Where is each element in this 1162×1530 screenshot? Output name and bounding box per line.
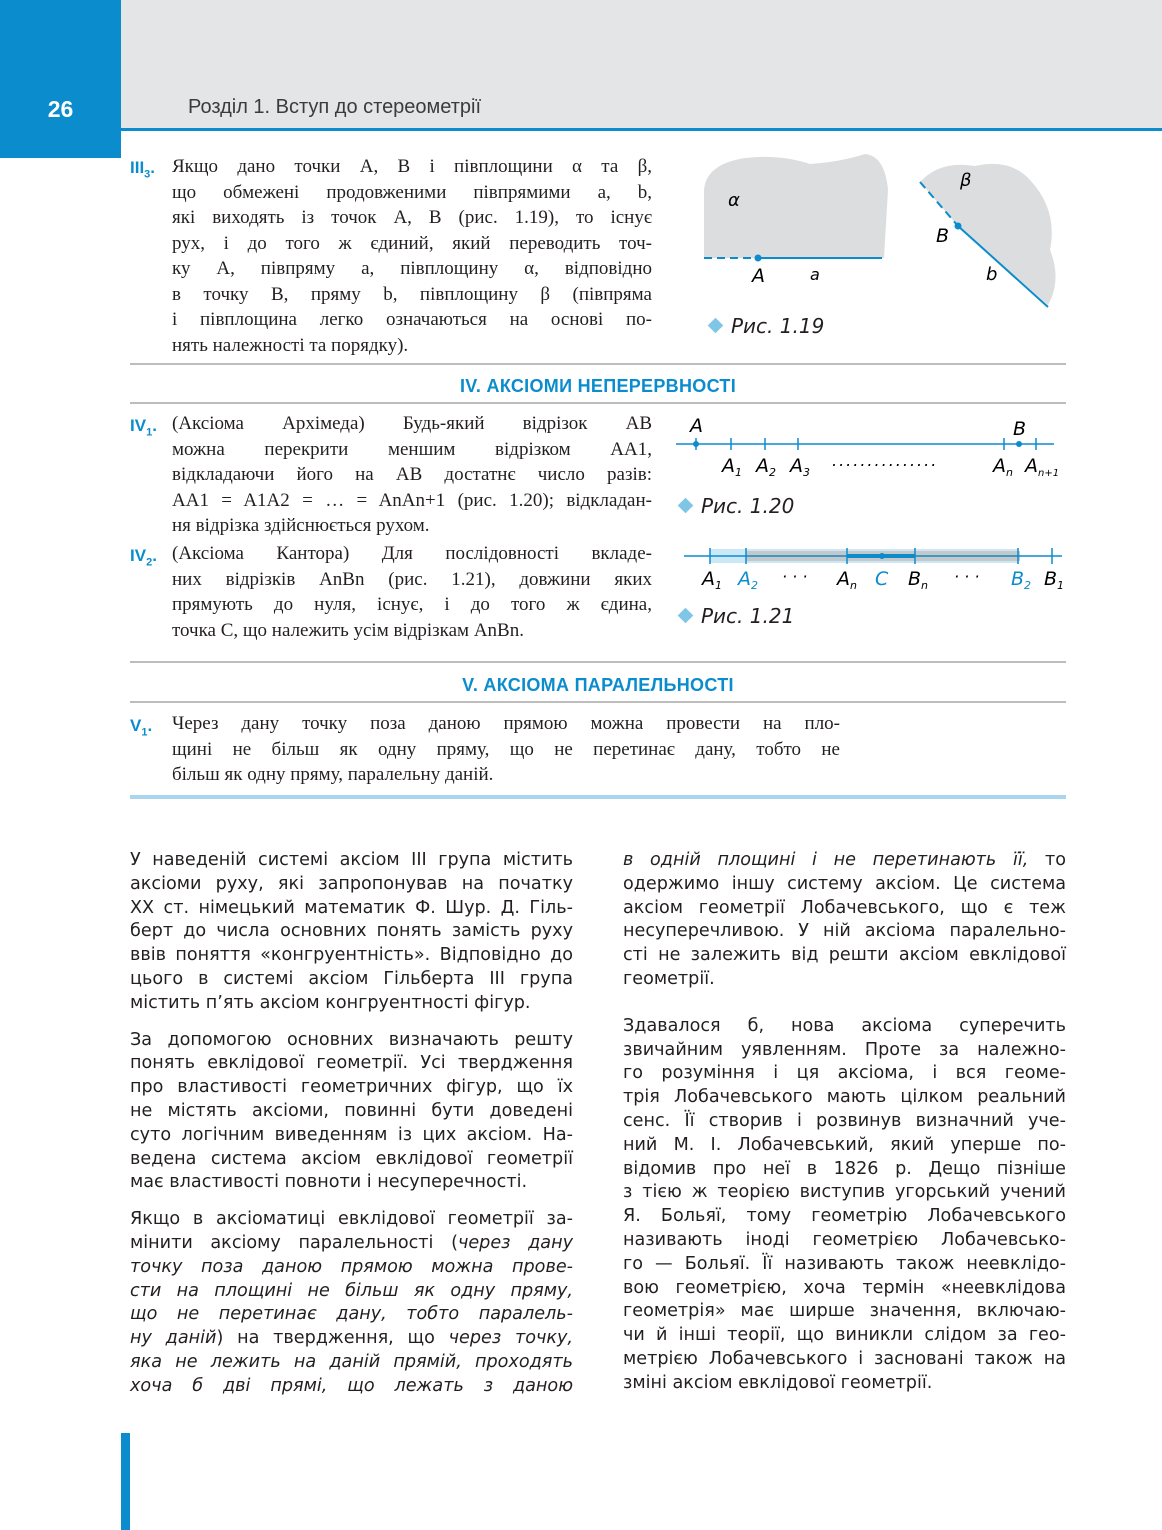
text-line: берт до числа основних понять замість руху: [130, 921, 573, 942]
text-line: трія Лобачевського мають цілком реальний: [623, 1087, 1066, 1108]
text-line: Якщо дано точки A, B і півплощини α та β,: [172, 156, 652, 177]
point-C: [879, 553, 885, 559]
axiom-V1-label: $V_1$.: [130, 716, 153, 739]
text-line: в одній площині і не перетинають її, то: [623, 850, 1067, 870]
text-line: більш як одну пряму, паралельну даній.: [172, 764, 494, 785]
paragraph: [130, 849, 573, 1016]
label-B: B: [1013, 418, 1027, 440]
text-line: Я. Больяї, тому геометрію Лобачевського: [623, 1206, 1066, 1227]
text-line: сти на площині не більш як одну пряму,: [130, 1280, 573, 1301]
text-line: не містять аксіоми, повинні бути доведені: [130, 1100, 573, 1121]
label-dots: ...............: [832, 451, 939, 470]
text-line: містить п’ять аксіом конгруентності фігур.: [130, 992, 531, 1013]
caption-fig-1-21: Рис. 1.21: [680, 604, 794, 628]
paragraph: [623, 849, 1066, 992]
section-IV-title: IV. АКСІОМИ НЕПЕРЕРВНОСТІ: [459, 376, 737, 396]
label-A2: $A_2$: [756, 455, 776, 479]
page-number-tab: [0, 0, 121, 158]
figure-1-21: [670, 540, 1070, 600]
paragraph: [623, 1015, 1066, 1396]
text-line: має властивості повноти і несуперечності.: [130, 1172, 528, 1193]
page-number: 26: [47, 96, 74, 122]
axiom-V1-text: [172, 711, 840, 788]
axiom-IV2-text: [172, 541, 652, 643]
axiom-IV1-label: $IV_1$.: [130, 416, 157, 439]
text-line: них відрізків AnBn (рис. 1.21), довжини яких: [172, 568, 652, 590]
label-a: a: [810, 265, 820, 284]
label-dots: · · ·: [782, 567, 808, 586]
text-line: ведена система аксіом евклідової геометрії: [130, 1148, 573, 1169]
text-line: ний М. І. Лобачевський, який уперше по-: [623, 1134, 1066, 1155]
text-line: що не перетинає дану, тобто паралель-: [130, 1304, 573, 1325]
label-Bn: $B_n$: [908, 568, 929, 592]
text-line: цього в системі аксіом Гільберта III група: [130, 968, 573, 989]
text-line: геометрії.: [623, 968, 715, 989]
text-line: що обмежені продовженими півпрямими a, b,: [172, 181, 652, 203]
text-line: геометрія» має ширше значення, включаю-: [623, 1301, 1066, 1322]
text-line: називають іноді геометрією Лобачевсько-: [623, 1229, 1066, 1250]
text-line: го — Больяї. Її називають також неевклідо-: [623, 1253, 1066, 1274]
text-line: можна перекрити меншим відрізком AA1,: [172, 438, 652, 460]
text-line: рух, і до того ж єдиний, який переводить точ-: [172, 232, 652, 254]
label-A: A: [690, 415, 703, 437]
section-end-rule: [130, 795, 1066, 799]
text-line: яка не лежить на даній прямій, проходять: [130, 1351, 573, 1372]
label-C: C: [875, 568, 889, 590]
caption-diamond-icon: [678, 498, 694, 514]
text-line: точка C, що належить усім відрізкам AnBn.: [172, 619, 524, 641]
running-head: Розділ 1. Вступ до стереометрії: [188, 96, 482, 118]
bottom-margin-bar: [121, 1433, 130, 1530]
text-line: (Аксіома Архімеда) Будь-який відрізок AB: [172, 413, 652, 434]
text-line: чи й інші теорії, що виникли слідом за гео-: [623, 1325, 1066, 1346]
axiom-IV1-text: [172, 411, 652, 539]
paragraph: [130, 1029, 573, 1196]
text-line: аксіом геометрії Лобачевського, що є теж: [623, 897, 1066, 918]
text-line: мінити аксіому паралельності (через дану: [130, 1232, 573, 1253]
text-line: ку A, півпряму a, півплощину α, відповідно: [172, 258, 652, 279]
section-rule: [130, 402, 1066, 404]
text-line: метрією Лобачевського і засновані також на: [623, 1348, 1066, 1369]
section-rule: [130, 661, 1066, 663]
text-line: звичайним уявленням. Проте за належно-: [623, 1039, 1066, 1060]
text-line: відомив про неї в 1826 р. Дещо пізніше: [623, 1158, 1066, 1179]
caption-diamond-icon: [708, 318, 724, 334]
text-line: Через дану точку поза даною прямою можна провести на пло-: [172, 713, 840, 734]
text-line: нять належності та порядку).: [172, 334, 409, 356]
text-line: про властивості геометричних фігур, що їх: [130, 1077, 573, 1098]
text-line: суто логічним виведенням із цих аксіом. На-: [130, 1124, 573, 1145]
text-line: одержимо іншу систему аксіом. Це система: [623, 873, 1066, 894]
axiom-IV2-label: $IV_2$.: [130, 546, 157, 569]
axiom-III3-label: $III_3$.: [130, 158, 156, 181]
text-line: Якщо в аксіоматиці евклідової геометрії за-: [130, 1209, 573, 1230]
label-dots: · · ·: [954, 567, 980, 586]
text-line: Здавалося б, нова аксіома суперечить: [623, 1015, 1066, 1036]
right-column: [623, 849, 1066, 1409]
text-line: точку поза даною прямою можна прове-: [130, 1256, 573, 1277]
text-line: понять евклідової геометрії. Усі твердження: [130, 1053, 573, 1074]
label-B1: $B_1$: [1044, 568, 1065, 592]
label-A1: $A_1$: [702, 568, 722, 592]
axiom-III3-text: [172, 154, 652, 358]
point-B: [955, 223, 962, 230]
label-alpha: α: [728, 190, 740, 211]
text-line: ввів поняття «конгруентність». Відповідно до: [130, 945, 573, 966]
text-line: прямують до нуля, існує, і до того ж єдина,: [172, 594, 652, 615]
caption-fig-1-20: Рис. 1.20: [680, 494, 794, 518]
text-line: відкладаючи його на AB достатнє число разів:: [172, 464, 652, 485]
text-line: вою геометрією, хоча термін «неевклідова: [623, 1277, 1066, 1298]
text-line: які виходять із точок A, B (рис. 1.19), то існує: [172, 207, 652, 228]
text-line: аксіоми руху, які запропонував на початку: [130, 873, 573, 894]
label-A2: $A_2$: [738, 568, 758, 592]
text-line: сті не залежить від решти аксіом евклідової: [623, 945, 1066, 966]
text-line: з тією ж теорією виступив угорський учений: [623, 1182, 1066, 1203]
point-A: [693, 441, 699, 447]
label-An: $A_n$: [837, 568, 857, 592]
point-A: [755, 255, 762, 262]
text-line: ня відрізка здійснюється рухом.: [172, 515, 430, 536]
paragraph: [130, 1208, 573, 1398]
label-beta: β: [960, 170, 972, 191]
figure-1-20: [670, 410, 1070, 485]
point-B: [1016, 441, 1022, 447]
text-line: AA1 = A1A2 = … = AnAn+1 (рис. 1.20); відкладан-: [172, 489, 652, 511]
section-V-title: V. АКСІОМА ПАРАЛЕЛЬНОСТІ: [462, 675, 734, 695]
label-A1: $A_1$: [722, 455, 742, 479]
label-A: A: [752, 265, 765, 287]
header-band: [0, 0, 1162, 130]
text-line: За допомогою основних визначають решту: [130, 1029, 573, 1050]
label-b: b: [986, 264, 998, 285]
section-rule: [130, 701, 1066, 703]
text-line: в точку B, пряму b, півплощину β (півпряма: [172, 283, 652, 305]
text-line: (Аксіома Кантора) Для послідовності вкладе-: [172, 543, 652, 564]
text-line: У наведеній системі аксіом III група містить: [130, 850, 573, 870]
caption-fig-1-19: Рис. 1.19: [710, 314, 824, 338]
caption-diamond-icon: [678, 608, 694, 624]
text-line: XX ст. німецький математик Ф. Шур. Д. Гіль-: [130, 897, 573, 918]
text-line: го розуміння і ця аксіома, і вся геоме-: [623, 1063, 1066, 1084]
text-line: і півплощина легко означаються на основі по-: [172, 309, 652, 330]
label-An1: $A_{n+1}$: [1025, 455, 1060, 479]
text-line: ну даній) на твердження, що через точку,: [130, 1328, 573, 1349]
text-line: зміні аксіом евклідової геометрії.: [623, 1372, 933, 1393]
figure-1-19: [690, 150, 1070, 320]
left-column: [130, 849, 573, 1412]
text-line: несуперечливою. У ній аксіома паралельно-: [623, 921, 1066, 942]
label-A3: $A_3$: [790, 455, 810, 479]
text-line: хоча б дві прямі, що лежать з даною: [130, 1375, 573, 1396]
label-An: $A_n$: [993, 455, 1013, 479]
text-line: щині не більш як одну пряму, що не перетинає дану, тобто не: [172, 738, 840, 760]
header-rule: [121, 128, 1162, 131]
label-B: B: [936, 225, 950, 247]
section-rule: [130, 363, 1066, 365]
label-B2: $B_2$: [1011, 568, 1032, 592]
text-line: сенс. Її створив і розвинув визначний уче-: [623, 1110, 1066, 1131]
